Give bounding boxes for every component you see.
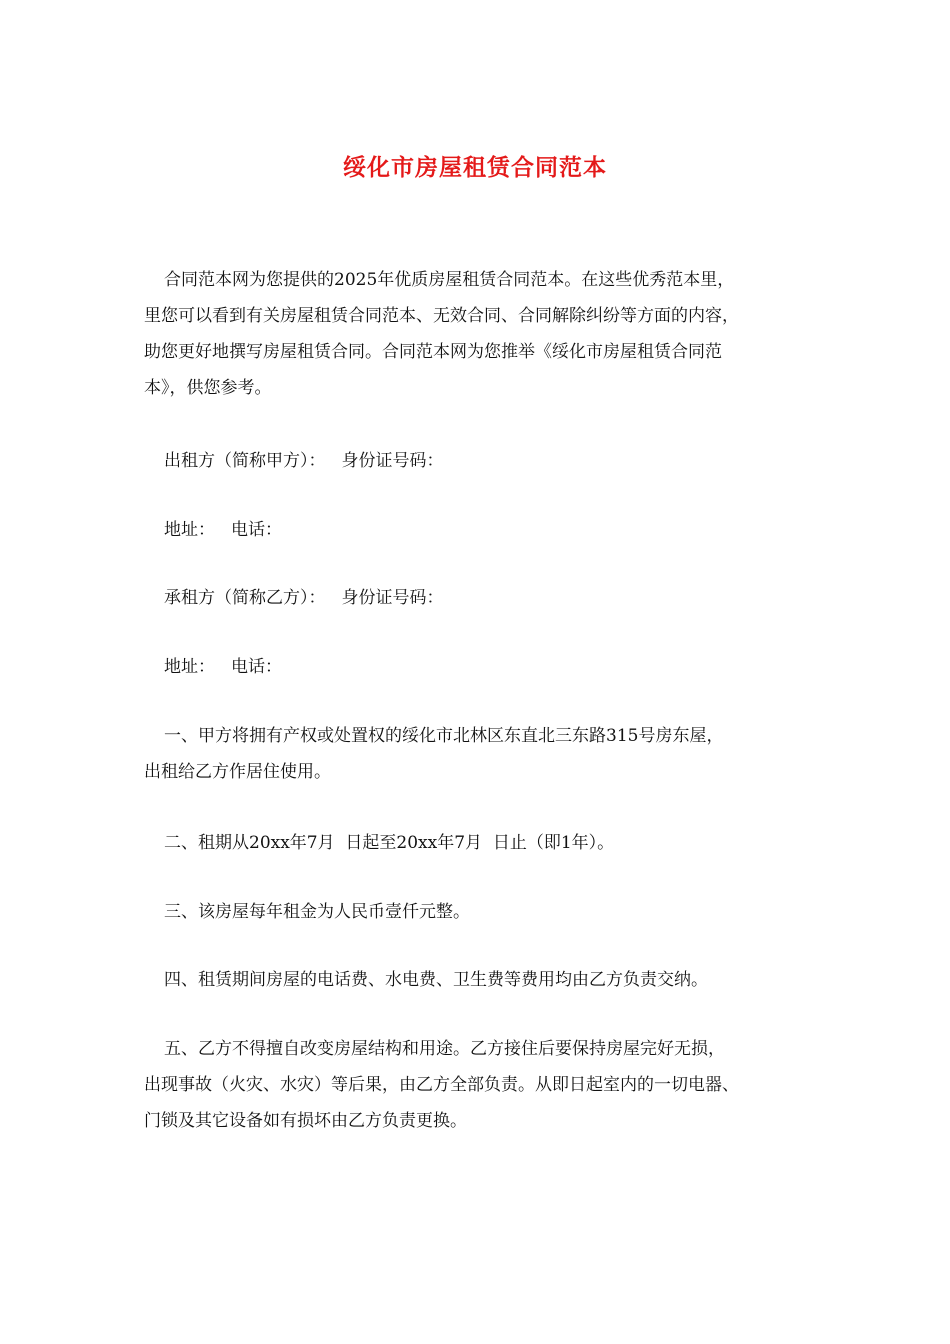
lessor-address-label: 地址： bbox=[164, 520, 215, 540]
lessor-phone-label: 电话： bbox=[231, 520, 282, 540]
clause-2-text: 二、租期从20xx年7月 日起至20xx年7月 日止（即1年）。 bbox=[164, 833, 615, 853]
clause-3 bbox=[144, 894, 816, 930]
clause-5-line-3: 门锁及其它设备如有损坏由乙方负责更换。 bbox=[144, 1111, 467, 1131]
lessee-label: 承租方（简称乙方）： bbox=[164, 588, 326, 608]
clause-3-text: 三、该房屋每年租金为人民币壹仟元整。 bbox=[164, 902, 470, 922]
lessor-line bbox=[144, 443, 816, 479]
document-title: 绥化市房屋租赁合同范本 bbox=[343, 154, 607, 181]
clause-2 bbox=[144, 825, 816, 861]
clause-1-line-2: 出租给乙方作居住使用。 bbox=[144, 762, 331, 782]
intro-paragraph bbox=[144, 262, 816, 406]
intro-line-3: 助您更好地撰写房屋租赁合同。合同范本网为您推举《绥化市房屋租赁合同范 bbox=[144, 342, 722, 362]
lessee-address-line bbox=[144, 649, 816, 685]
intro-line-4: 本》，供您参考。 bbox=[144, 378, 272, 398]
intro-line-2: 里您可以看到有关房屋租赁合同范本、无效合同、合同解除纠纷等方面的内容， bbox=[144, 306, 739, 326]
lessee-id-label: 身份证号码： bbox=[341, 588, 444, 608]
lessee-line bbox=[144, 580, 816, 616]
lessor-id-label: 身份证号码： bbox=[341, 451, 444, 471]
clause-1-line-1 bbox=[144, 718, 816, 754]
clause-1-line-1-text: 一、甲方将拥有产权或处置权的绥化市北林区东直北三东路315号房东屋， bbox=[164, 726, 724, 746]
intro-line-1-text: 合同范本网为您提供的2025年优质房屋租赁合同范本。在这些优秀范本里， bbox=[164, 270, 735, 290]
clause-5-line-1-text: 五、乙方不得擅自改变房屋结构和用途。乙方接住后要保持房屋完好无损， bbox=[164, 1039, 725, 1059]
clause-4 bbox=[144, 962, 816, 998]
lessor-address-line bbox=[144, 512, 816, 548]
clause-5-line-1 bbox=[144, 1031, 816, 1067]
clause-5 bbox=[144, 1031, 816, 1139]
clause-5-line-2: 出现事故（火灾、水灾）等后果，由乙方全部负责。从即日起室内的一切电器、 bbox=[144, 1075, 739, 1095]
lessee-phone-label: 电话： bbox=[231, 657, 282, 677]
lessee-address-label: 地址： bbox=[164, 657, 215, 677]
intro-line-1 bbox=[144, 262, 816, 298]
lessor-label: 出租方（简称甲方）： bbox=[164, 451, 326, 471]
clause-1 bbox=[144, 718, 816, 790]
clause-4-text: 四、租赁期间房屋的电话费、水电费、卫生费等费用均由乙方负责交纳。 bbox=[164, 970, 708, 990]
